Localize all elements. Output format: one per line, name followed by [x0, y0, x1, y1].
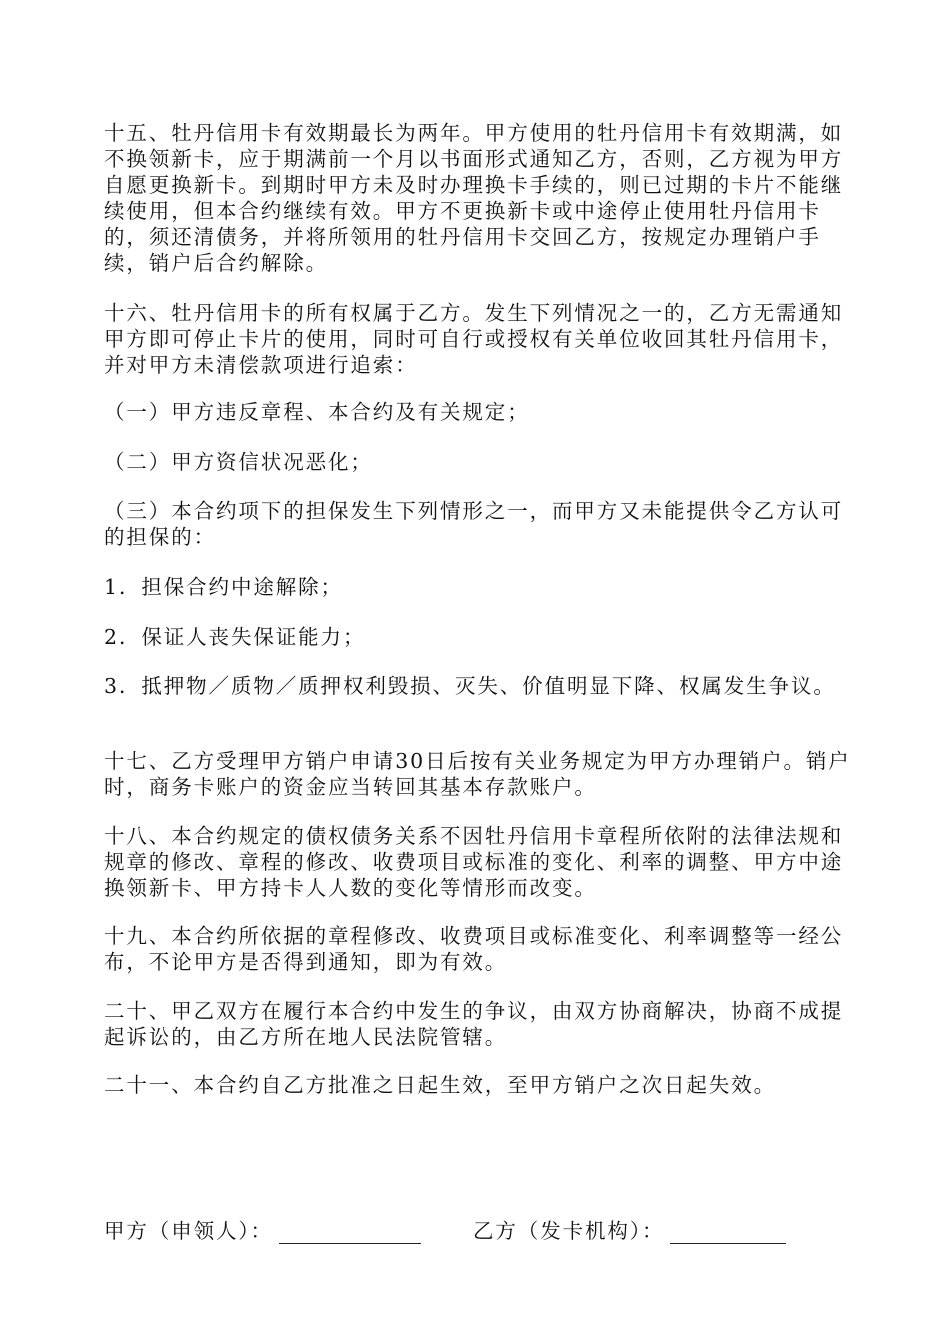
clause-20: 二十、甲乙双方在履行本合约中发生的争议，由双方协商解决，协商不成提起诉讼的，由乙方所在地人民法院管辖。	[104, 999, 844, 1049]
clause-17: 十七、乙方受理甲方销户申请30日后按有关业务规定为甲方办理销户。销户时，商务卡账户的资金应当转回其基本存款账户。	[104, 749, 851, 799]
clause-18: 十八、本合约规定的债权债务关系不因牡丹信用卡章程所依附的法律法规和规章的修改、章程的修改、收费项目或标准的变化、利率的调整、甲方中途换领新卡、甲方持卡人人数的变化等情形而改变。	[104, 824, 844, 900]
clause-16-subitem-1: 1．担保合约中途解除；	[104, 575, 343, 599]
party-a-label: 甲方（申领人）：	[104, 1219, 273, 1243]
party-b-signature-line	[670, 1223, 786, 1244]
clause-15: 十五、牡丹信用卡有效期最长为两年。甲方使用的牡丹信用卡有效期满，如不换领新卡，应于期满前一个月以书面形式通知乙方，否则，乙方视为甲方自愿更换新卡。到期时甲方未及时办理换卡手续的，则已过期的卡片不能继续使用，但本合约继续有效。甲方不更换新卡或中途停止使用牡丹信用卡的，须还清债务，并将所领用的牡丹信用卡交回乙方，按规定办理销户手续，销户后合约解除。	[104, 121, 844, 275]
party-a-signature	[104, 1218, 421, 1244]
clause-21: 二十一、本合约自乙方批准之日起生效，至甲方销户之次日起失效。	[104, 1073, 776, 1097]
clause-16-item-2: （二）甲方资信状况恶化；	[104, 450, 373, 474]
party-b-label: 乙方（发卡机构）：	[473, 1219, 665, 1243]
party-b-signature	[473, 1218, 786, 1244]
signature-row	[104, 1218, 864, 1246]
clause-19: 十九、本合约所依据的章程修改、收费项目或标准变化、利率调整等一经公布，不论甲方是否得到通知，即为有效。	[104, 924, 844, 974]
clause-16-subitem-3: 3．抵押物／质物／质押权利毁损、灭失、价值明显下降、权属发生争议。	[104, 674, 836, 698]
clause-16: 十六、牡丹信用卡的所有权属于乙方。发生下列情况之一的，乙方无需通知甲方即可停止卡片的使用，同时可自行或授权有关单位收回其牡丹信用卡，并对甲方未清偿款项进行追索：	[104, 301, 844, 377]
party-a-signature-line	[279, 1223, 421, 1244]
clause-16-item-1: （一）甲方违反章程、本合约及有关规定；	[104, 400, 530, 424]
clause-16-item-3: （三）本合约项下的担保发生下列情形之一，而甲方又未能提供令乙方认可的担保的：	[104, 499, 844, 549]
clause-16-subitem-2: 2．保证人丧失保证能力；	[104, 625, 366, 649]
